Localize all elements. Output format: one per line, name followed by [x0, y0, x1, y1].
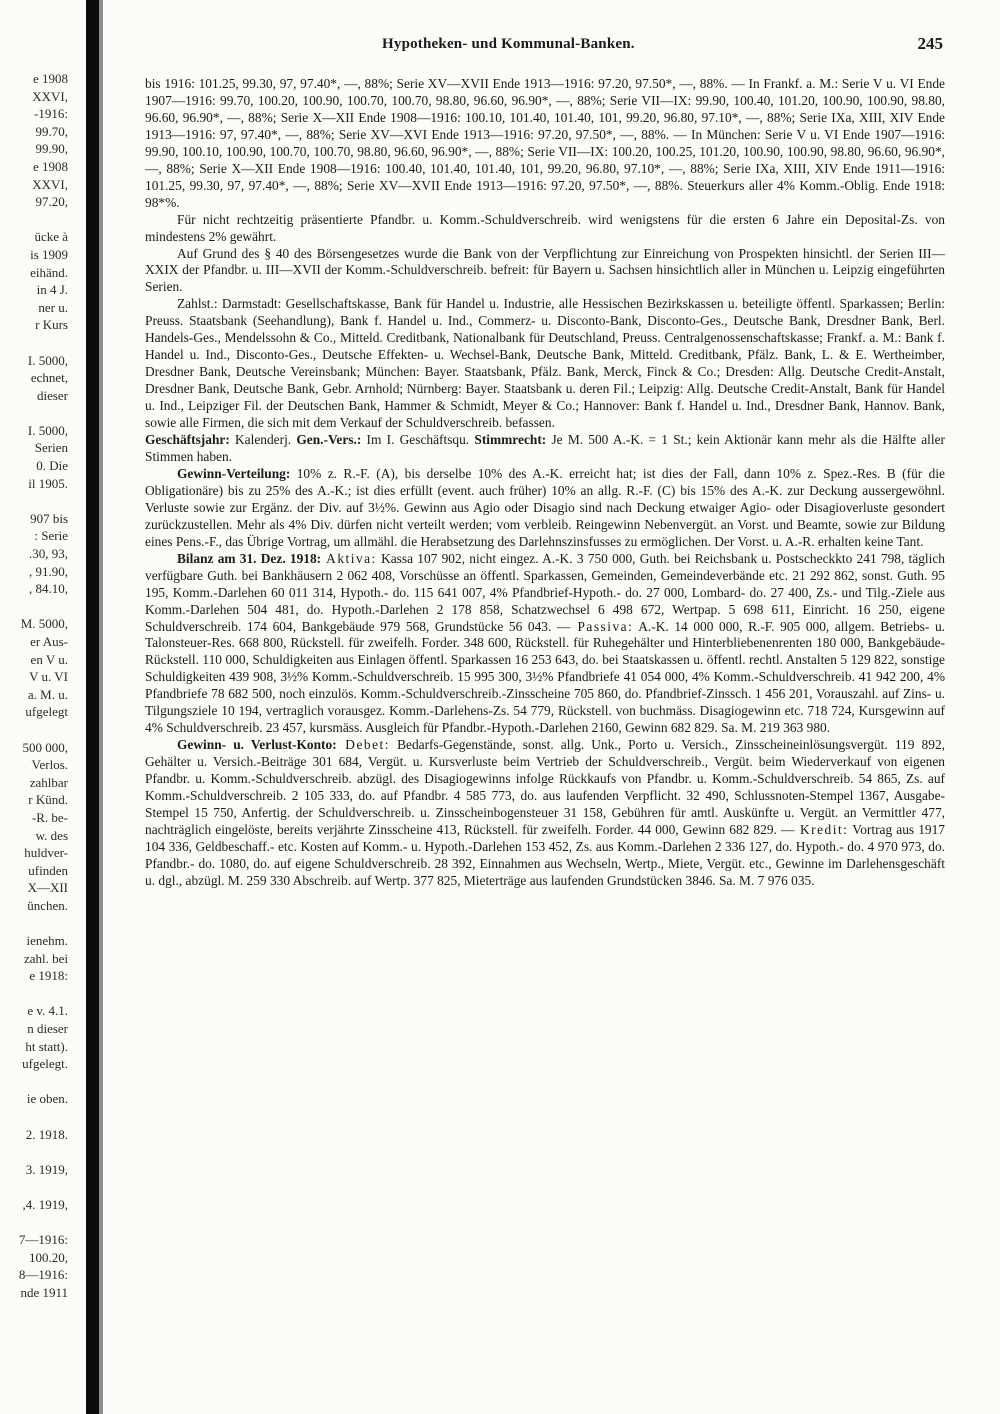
gewinn-verteilung-paragraph [145, 466, 945, 551]
edge-fragment-line: 97.20, [35, 194, 68, 210]
edge-fragment-line: ienehm. [26, 933, 68, 949]
passiva-label: Passiva: [570, 618, 634, 634]
edge-fragment-line: nde 1911 [20, 1284, 68, 1300]
edge-fragment-line: 500 000, [22, 739, 68, 755]
edge-fragment-line: ufinden [28, 862, 68, 878]
edge-fragment-line [0, 985, 72, 1003]
page-number: 245 [917, 34, 943, 53]
edge-fragment-line [0, 1073, 72, 1091]
gen-vers-text: Im I. Geschäftsqu. [361, 432, 475, 448]
edge-fragment-line: n dieser [27, 1021, 68, 1037]
edge-fragment-line: X—XII [27, 880, 68, 896]
edge-fragment-line: e 1918: [29, 968, 68, 984]
edge-fragment-line: I. 5000, [27, 422, 68, 438]
edge-fragment-line [0, 492, 72, 510]
stimmrecht-label: Stimmrecht: [474, 432, 547, 448]
kredit-label: Kredit: [794, 821, 849, 837]
edge-fragment-line: Verlos. [31, 757, 68, 773]
edge-fragment-line: ht statt). [25, 1038, 68, 1054]
edge-fragment-line: 99.90, [35, 141, 68, 157]
edge-fragment-line: r Kurs [35, 317, 68, 333]
edge-fragment-line: w. des [35, 827, 68, 843]
geschaeftsjahr-paragraph [145, 432, 945, 466]
edge-fragment-line [0, 1143, 72, 1161]
zahlstellen-paragraph: Zahlst.: Darmstadt: Gesellschaftskasse, Bank für Handel u. Industrie, alle Hessischen Bezirkskassen u. beteiligte öffentl. Sparkassen; Berlin: Preuss. Staatsbank (Seehandlung), Bank f. Handel u. Ind., Commerz- u. Disconto-Bank, Disconto-Ges., Deutsche Bank, Dresdner Bank, Berl. Handels-Ges., Mendelssohn & Co., Mitteld. Creditbank, Nationalbank für Deutschland, Preuss. Centralgenossenschaftskasse; Frankf. a. M.: Bank f. Handel u. Ind., Disconto-Ges., Deutsche Effekten- u. Wechsel-Bank, Deutsche Bank, Mitteld. Creditbank, Pfälz. Bank, L. & E. Wertheimber, Dresdner Bank, Deutsche Vereinsbank; München: Bayer. Staatsbank, Pfälz. Bank, Merck, Finck & Co.; Dresden: Allg. Deutsche Credit-Anstalt, Dresdner Bank, Deutsche Bank, Gebr. Arnhold; Nürnberg: Bayer. Staatsbank u. deren Fil.; Leipzig: Allg. Deutsche Credit-Anstalt, Bank für Handel u. Ind., Leipziger Fil. der Deutschen Bank, Hammer & Schmidt, Meyer & Co.; Hannover: Bank f. Handel u. Ind., Dresdner Bank, Hannov. Bank, sowie alle Firmen, die sich mit dem Verkauf der Schuldverschreib. befassen. [145, 296, 945, 431]
edge-fragment-line: in 4 J. [36, 282, 68, 298]
bilanz-label: Bilanz am 31. Dez. 1918: [177, 550, 322, 566]
gewinn-verteilung-label: Gewinn-Verteilung: [177, 465, 291, 481]
stimmrecht-text: Je M. 500 A.-K. = 1 St.; kein Aktionär kann mehr als die Hälfte aller Stimmen haben. [145, 432, 945, 464]
edge-fragment-line: ie oben. [26, 1091, 68, 1107]
edge-fragment-line: ünchen. [27, 897, 68, 913]
running-title: Hypotheken- und Kommunal-Banken. [382, 36, 635, 52]
edge-fragment-line: XXVI, [32, 88, 68, 104]
gewinn-verteilung-text: 10% z. R.-F. (A), bis derselbe 10% des A.-K. erreicht hat; ist dies der Fall, dann 10% z. Spez.-Res. B (für die Obligationäre) bis zu 25% des A.-K.; ist dies erfüllt (event. auch früher) 10% an allg. R.-F. (C) bis 15% des A.-K. zur Deckung aussergewöhnl. Verluste sowie zur Ergänz. der Div. auf 3½%. Gewinn aus Agio oder Disagio sind nach Deckung etwaiger Agio- oder Disagioverluste gesondert zurückzustellen. Mehr als 4% Div. dürfen nicht verteilt werden; vom verbleib. Reingewinn Nebenvergüt. an Vorst. und Beamte, sowie zur Bildung eines Pens.-F., das Übrige Vortrag, um allmähl. die Herabsetzung des Darlehnszinsfusses zu ermöglichen. Der Vorst. u. A.-R. erhalten keine Tant. [145, 465, 945, 549]
edge-fragment-line: -R. be- [31, 809, 68, 825]
edge-fragment-line: XXVI, [32, 176, 68, 192]
edge-fragment-line: 0. Die [36, 458, 68, 474]
edge-fragment-line: il 1905. [28, 475, 68, 491]
edge-fragment-line: ufgelegt. [22, 1056, 68, 1072]
page-header [145, 34, 945, 58]
boersengesetz-paragraph: Auf Grund des § 40 des Börsengesetzes wurde die Bank von der Verpflichtung zur Einreichung von Prospekten hinsichtl. der Serien III—XXIX der Pfandbr. u. III—XVII der Komm.-Schuldverschreib. befreit: für Bayern u. Sachsen hinsichtlich aller in München u. Leipzig eingeführten Serien. [145, 245, 945, 295]
edge-fragment-line: eihänd. [30, 264, 68, 280]
edge-fragment-line: , 91.90, [29, 563, 68, 579]
edge-fragment-line: e 1908 [32, 71, 68, 86]
edge-fragment-line [0, 1108, 72, 1126]
edge-fragment-line: 2. 1918. [25, 1126, 68, 1142]
edge-fragment-line: -1916: [34, 106, 68, 122]
geschaeftsjahr-text: Kalenderj. [229, 432, 297, 448]
edge-fragment-line [0, 915, 72, 933]
edge-fragment-line: huldver- [24, 845, 68, 861]
aktiva-text: Kassa 107 902, nicht eingez. A.-K. 3 750 000, Guth. bei Reichsbank u. Postscheckkto 241 798, täglich verfügbare Guth. bei Bankhäusern 2 062 408, Vorschüsse an öffentl. Sparkassen, Gemeinden, Gemeindeverbände etc. 21 292 862, sonst. Guth. 95 195, Komm.-Darlehen 60 011 314, Hypoth.- do. 115 641 007, 4% Pfandbrief-Hypoth.- do. 27 000, Lombard- do. 27 400, Zs.- und Tilg.-Ziele aus Komm.-Darlehen 504 481, do. Hypoth.-Darlehen 2 178 858, Schatzwechsel 6 498 672, Wertpap. 5 698 611, Einricht. 16 250, eigene Schuldverschreib. 174 604, Bankgebäude 979 568, Grundstücke 56 043. — [145, 550, 945, 634]
edge-fragment-line: : Serie [34, 528, 68, 544]
edge-fragment-line: 99.70, [35, 123, 68, 139]
edge-fragment-line: dieser [36, 387, 68, 403]
edge-fragment-line: M. 5000, [20, 616, 68, 632]
passiva-text: A.-K. 14 000 000, R.-F. 905 000, allgem. Betriebs- u. Talonsteuer-Res. 668 800, Rückstell. für zweifelh. Forder. 348 600, Rückstell. für Ruhegehälter und Hinterbliebenenrenten 180 000, Bankgebäude-Rückstell. 110 000, Schuldigkeiten aus Einlagen öffentl. Sparkassen 16 253 643, do. bei Staatskassen u. öffentl. rechtl. Anstalten 5 129 822, sonstige Schuldigkeiten 439 908, 3½% Komm.-Schuldverschreib. 15 995 300, 3½% Pfandbriefe 41 054 000, 4% Komm.-Schuldverschreib. 41 942 200, 4% Pfandbriefe 78 682 500, noch einzulös. Komm.-Schuldverschreib.-Zinsscheine 705 860, do. Pfandbrief-Zinssch. 1 456 201, Vorauszahl. auf Zins- u. Tilgungsziele 10 194, vertraglich vorausgez. Komm.-Darlehens-Zs. 54 779, Rückstell. von buchmäss. Disagiogewinn etc. 718 724, Kursgewinn auf 4% Schuldverschreib. 23 457, kursmäss. Ausgleich für Pfandbr.-Hypoth.-Darlehen 2160, Gewinn 682 829. Sa. M. 219 363 980. [145, 618, 945, 736]
aktiva-label: Aktiva: [321, 550, 377, 566]
edge-fragment-line: , 84.10, [29, 581, 68, 597]
edge-fragment-line: e 1908 [32, 158, 68, 174]
edge-fragment-line: .30, 93, [29, 546, 68, 562]
edge-fragment-line: zahlbar [29, 774, 68, 790]
edge-fragment-line: echnet, [30, 370, 68, 386]
debet-text: Bedarfs-Gegenstände, sonst. allg. Unk., Porto u. Versich., Zinsscheineinlösungsvergüt. 119 892, Gehälter u. Versich.-Beiträge 301 684, Vergüt. u. Kursverluste beim Vertrieb der Schuldverschreib., Vergüt. beim Wiederverkauf von eigenen Pfandbr. u. Komm.-Schuldverschreib. abzügl. des Disagiogewinns infolge Rückkaufs von Pfandbr. u. Komm.-Schuldverschreib. 54 865, Zs. auf Komm.-Schuldverschreib. 2 105 333, do. auf Pfandbr. 4 585 773, do. aus laufenden Verpflicht. 32 490, Schlussnoten-Stempel 1367, Ausgabe-Stempel 15 750, Anfertig. der Schuldverschreib. u. Zinsscheinbogensteuer 31 158, Gebühren für amtl. Auskünfte u. Vergüt. an Vermittler 477, nachträglich eingelöste, bereits verjährte Zinsscheine 413, Rückstell. für zweifelh. Forder. 44 000, Gewinn 682 829. — [145, 737, 945, 837]
gewinn-verlust-label: Gewinn- u. Verlust-Konto: [177, 737, 337, 753]
edge-fragment-line [0, 598, 72, 616]
edge-fragment-line [0, 211, 72, 229]
edge-fragment-line [0, 721, 72, 739]
article-body [145, 76, 945, 1376]
edge-fragment-line: I. 5000, [27, 352, 68, 368]
edge-fragment-line: r Künd. [28, 792, 68, 808]
edge-fragment-line: zahl. bei [23, 950, 68, 966]
kurse-paragraph: bis 1916: 101.25, 99.30, 97, 97.40*, —, 88%; Serie XV—XVII Ende 1913—1916: 97.20, 97.50*, —, 88%. — In Frankf. a. M.: Serie V u. VI Ende 1907—1916: 99.70, 100.20, 100.90, 100.70, 100.70, 98.80, 96.60, 96.90*, —, 88%; Serie VII—IX: 99.90, 100.40, 101.20, 100.90, 100.90, 98.80, 96.60, 96.90*, —, 88%; Serie X—XII Ende 1908—1916: 100.10, 101.40, 101.40, 101, 99.20, 96.80, 97.10*, —, 88%; Serie IXa, XIII, XIV Ende 1913—1916: 97, 97.40*, —, 88%; Serie XV—XVI Ende 1913—1916: 97.20, 97.50*, —, 88%. — In München: Serie V u. VI Ende 1907—1916: 99.90, 100.10, 100.90, 100.70, 100.70, 98.80, 96.60, 96.90*, —, 88%; Serie VII—IX: 100.20, 100.25, 101.20, 100.90, 100.90, 98.80, 96.60, 96.90*, —, 88%; Serie X—XII Ende 1908—1916: 100.40, 101.40, 101.40, 101, 99.20, 96.80, 97.10*, —, 88%; Serie IXa, XIII, XIV Ende 1911—1916: 101.25, 99.30, 97, 97.40*, —, 88%; Serie XV—XVII Ende 1913—1916: 97.20, 97.50*, —, 88%. Steuerkurs aller 4% Komm.-Oblig. Ende 1918: 98*%. [145, 76, 945, 210]
edge-fragment-line [0, 334, 72, 352]
edge-fragment-line: 907 bis [30, 510, 68, 526]
gewinn-verlust-paragraph [145, 737, 945, 890]
debet-label: Debet: [336, 737, 390, 753]
bilanz-paragraph [145, 551, 945, 737]
edge-fragment-line: a. M. u. [27, 686, 68, 702]
edge-fragment-line [0, 404, 72, 422]
edge-fragment-line: 8—1916: [18, 1267, 68, 1283]
edge-fragment-line: ücke à [34, 229, 68, 245]
edge-fragment-line [0, 1178, 72, 1196]
edge-fragment-line: e v. 4.1. [27, 1003, 68, 1019]
edge-fragment-line [0, 1214, 72, 1232]
edge-fragment-line: 100.20, [29, 1249, 68, 1265]
geschaeftsjahr-label: Geschäftsjahr: [145, 432, 230, 448]
gen-vers-label: Gen.-Vers.: [296, 432, 362, 448]
book-gutter-shadow [86, 0, 99, 1414]
kredit-text: Vortrag aus 1917 104 336, Geldbeschaff.- etc. Kosten auf Komm.- u. Hypoth.-Darlehen 153 452, Zs. aus Komm.-Darlehen 2 336 127, do. Hypoth.- do. 4 970 973, do. Pfandbr.- do. 1080, do. auf eigene Schuldverschreib. 28 392, Einnahmen aus Wechseln, Wertp., Miete, Vergüt. etc., Gewinne im Darlehensgeschäft u. dgl., abzügl. M. 259 330 Abschreib. auf Wertp. 377 825, Mieterträge aus laufenden Grundstücken 3846. Sa. M. 7 976 035. [145, 821, 945, 888]
edge-fragment-line: 3. 1919, [25, 1161, 68, 1177]
edge-fragment-line: en V u. [30, 651, 68, 667]
book-gutter-edge [99, 0, 103, 1414]
adjacent-page-edge-text [0, 70, 72, 1400]
edge-fragment-line: ner u. [38, 299, 68, 315]
pfandbrief-paragraph: Für nicht rechtzeitig präsentierte Pfandbr. u. Komm.-Schuldverschreib. wird wenigstens für die ersten 6 Jahre ein Deposital-Zs. von mindestens 2% gewährt. [145, 211, 945, 244]
edge-fragment-line: 7—1916: [18, 1232, 68, 1248]
edge-fragment-line: is 1909 [30, 246, 68, 262]
edge-fragment-line: Serien [34, 440, 68, 456]
edge-fragment-line: V u. VI [29, 669, 68, 685]
edge-fragment-line: er Aus- [30, 634, 68, 649]
edge-fragment-line: ufgelegt [25, 704, 68, 720]
edge-fragment-line: ,4. 1919, [22, 1197, 68, 1212]
